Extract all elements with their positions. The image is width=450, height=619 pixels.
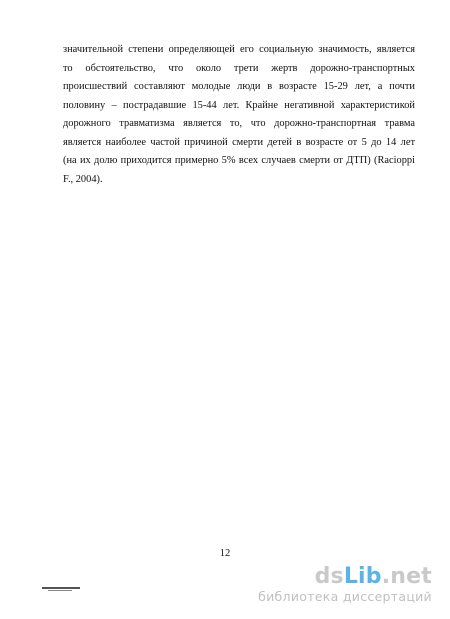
body-paragraph [63, 41, 415, 189]
text-line: (на их долю приходится примерно 5% всех случаев смерти от ДТП) (Racioppi [63, 155, 415, 166]
text-line: является наиболее частой причиной смерти детей в возрасте от 5 до 14 лет [63, 136, 415, 148]
watermark-logo [232, 565, 432, 589]
scan-artifact-line [42, 587, 80, 589]
page-number: 12 [219, 548, 231, 559]
watermark-subtitle: библиотека диссертаций [258, 589, 432, 604]
text-line: F., 2004). [63, 173, 103, 185]
watermark [232, 565, 432, 605]
text-line: дорожного травматизма является то, что дорожно-транспортная травма [63, 118, 415, 129]
watermark-logo-lib: Lib [343, 564, 382, 589]
text-line: происшествий составляют молодые люди в возрасте 15-29 лет, а почти [63, 81, 415, 92]
text-line: половину – пострадавшие 15-44 лет. Крайне негативной характеристикой [63, 99, 415, 111]
text-line: то обстоятельство, что около трети жертв дорожно-транспортных [63, 62, 415, 74]
watermark-logo-ds: ds [314, 564, 344, 589]
scan-artifact-line [48, 590, 72, 591]
text-line: значительной степени определяющей его социальную значимость, является [63, 44, 415, 55]
watermark-logo-net: .net [381, 564, 432, 589]
